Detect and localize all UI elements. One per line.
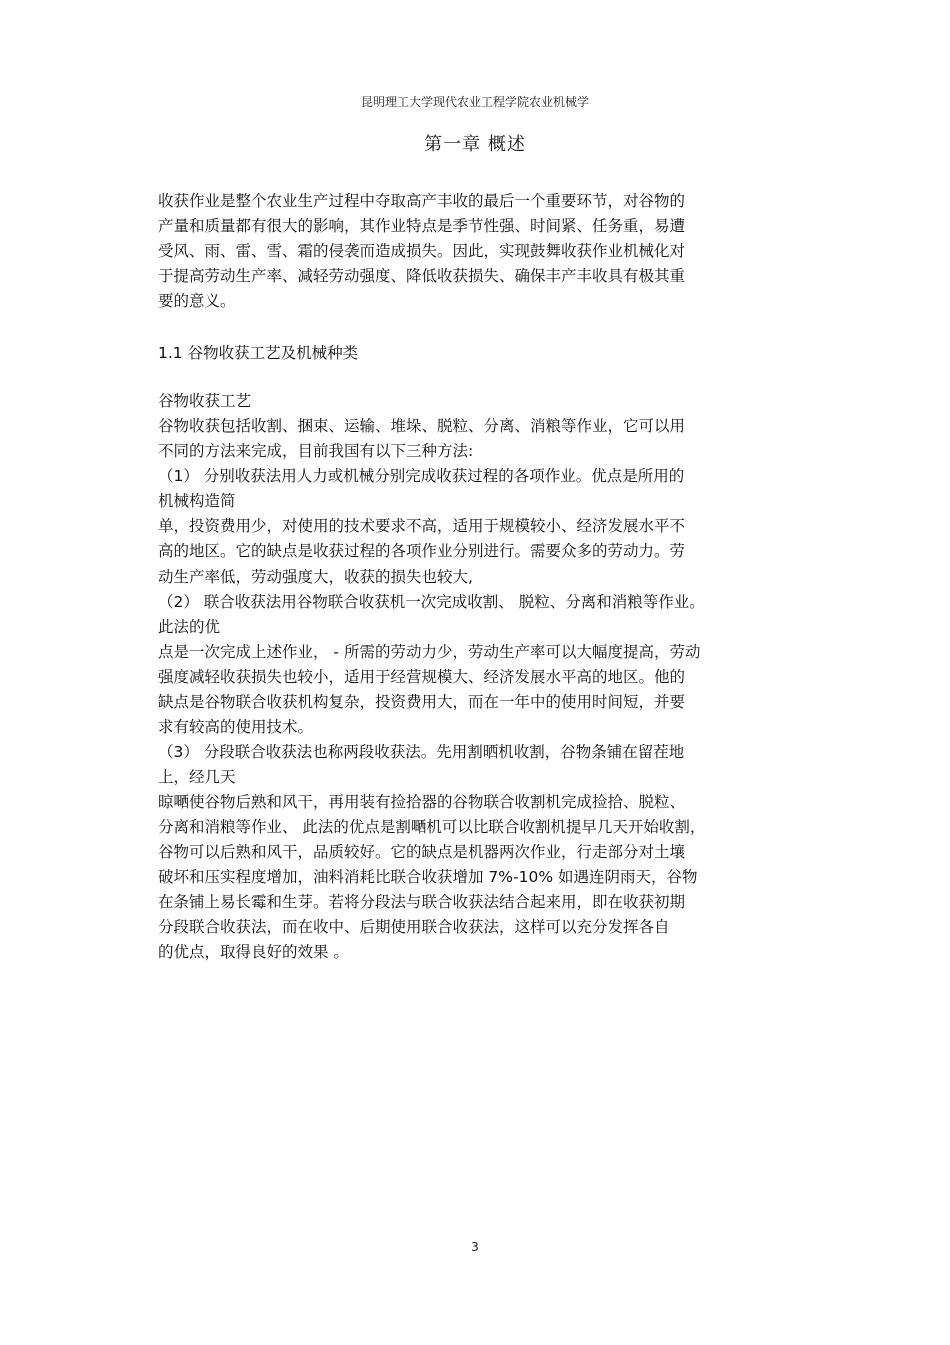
text-line: 强度减轻收获损失也较小，适用于经营规模大、经济发展水平高的地区。他的 <box>158 668 686 686</box>
text-line: 机械构造简 <box>158 492 236 510</box>
text-line: 于提高劳动生产率、减轻劳动强度、降低收获损失、确保丰产丰收具有极其重 <box>158 267 686 285</box>
section-heading: 1.1 谷物收获工艺及机械种类 <box>158 344 359 362</box>
text-line: 谷物可以后熟和风干，品质较好。它的缺点是机器两次作业，行走部分对土壤 <box>158 843 686 861</box>
text-line: 分段联合收获法，而在收中、后期使用联合收获法，这样可以充分发挥各自 <box>158 918 670 936</box>
text-line: 不同的方法来完成，目前我国有以下三种方法: <box>158 442 474 460</box>
text-line: 晾嗮使谷物后熟和风干，再用装有捡拾器的谷物联合收割机完成捡拾、脱粒、 <box>158 793 686 811</box>
text-line: 收获作业是整个农业生产过程中夺取高产丰收的最后一个重要环节，对谷物的 <box>158 192 686 210</box>
text-line: 点是一次完成上述作业， - 所需的劳动力少，劳动生产率可以大幅度提高，劳动 <box>158 643 701 661</box>
text-line: （1） 分别收获法用人力或机械分别完成收获过程的各项作业。优点是所用的 <box>158 467 685 485</box>
text-line: 产量和质量都有很大的影响，其作业特点是季节性强、时间紧、任务重，易遭 <box>158 217 686 235</box>
text-line: 缺点是谷物联合收获机构复杂，投资费用大，而在一年中的使用时间短，并要 <box>158 693 686 711</box>
subheading: 谷物收获工艺 <box>158 392 252 410</box>
chapter-title: 第一章 概述 <box>424 134 526 155</box>
text-line: 单，投资费用少，对使用的技术要求不高，适用于规模较小、经济发展水平不 <box>158 517 686 535</box>
text-line: 的优点，取得良好的效果 。 <box>158 943 349 961</box>
text-line: 谷物收获包括收割、捆束、运输、堆垛、脱粒、分离、消粮等作业，它可以用 <box>158 417 686 435</box>
text-line: 破坏和压实程度增加，油料消耗比联合收获增加 7%-10% 如遇连阴雨天，谷物 <box>158 868 698 886</box>
text-line: （3） 分段联合收获法也称两段收获法。先用割晒机收割，谷物条铺在留茬地 <box>158 743 685 761</box>
text-line: 分离和消粮等作业、 此法的优点是割嗮机可以比联合收割机提早几天开始收割， <box>158 818 706 836</box>
text-line: 此法的优 <box>158 618 221 636</box>
text-line: 上，经几天 <box>158 768 236 786</box>
text-line: 在条铺上易长霉和生芽。若将分段法与联合收获法结合起来用，即在收获初期 <box>158 893 686 911</box>
text-line: 要的意义。 <box>158 292 236 310</box>
text-line: 求有较高的使用技术。 <box>158 718 314 736</box>
running-header: 昆明理工大学现代农业工程学院农业机械学 <box>360 95 589 109</box>
text-line: 高的地区。它的缺点是收获过程的各项作业分别进行。需要众多的劳动力。劳 <box>158 542 686 560</box>
page-number: 3 <box>471 1240 479 1254</box>
text-line: （2） 联合收获法用谷物联合收获机一次完成收割、 脱粒、分离和消粮等作业。 <box>158 593 705 611</box>
text-line: 受风、雨、雷、雪、霜的侵袭而造成损失。因此，实现鼓舞收获作业机械化对 <box>158 242 686 260</box>
text-line: 动生产率低，劳动强度大，收获的损失也较大, <box>158 568 473 586</box>
